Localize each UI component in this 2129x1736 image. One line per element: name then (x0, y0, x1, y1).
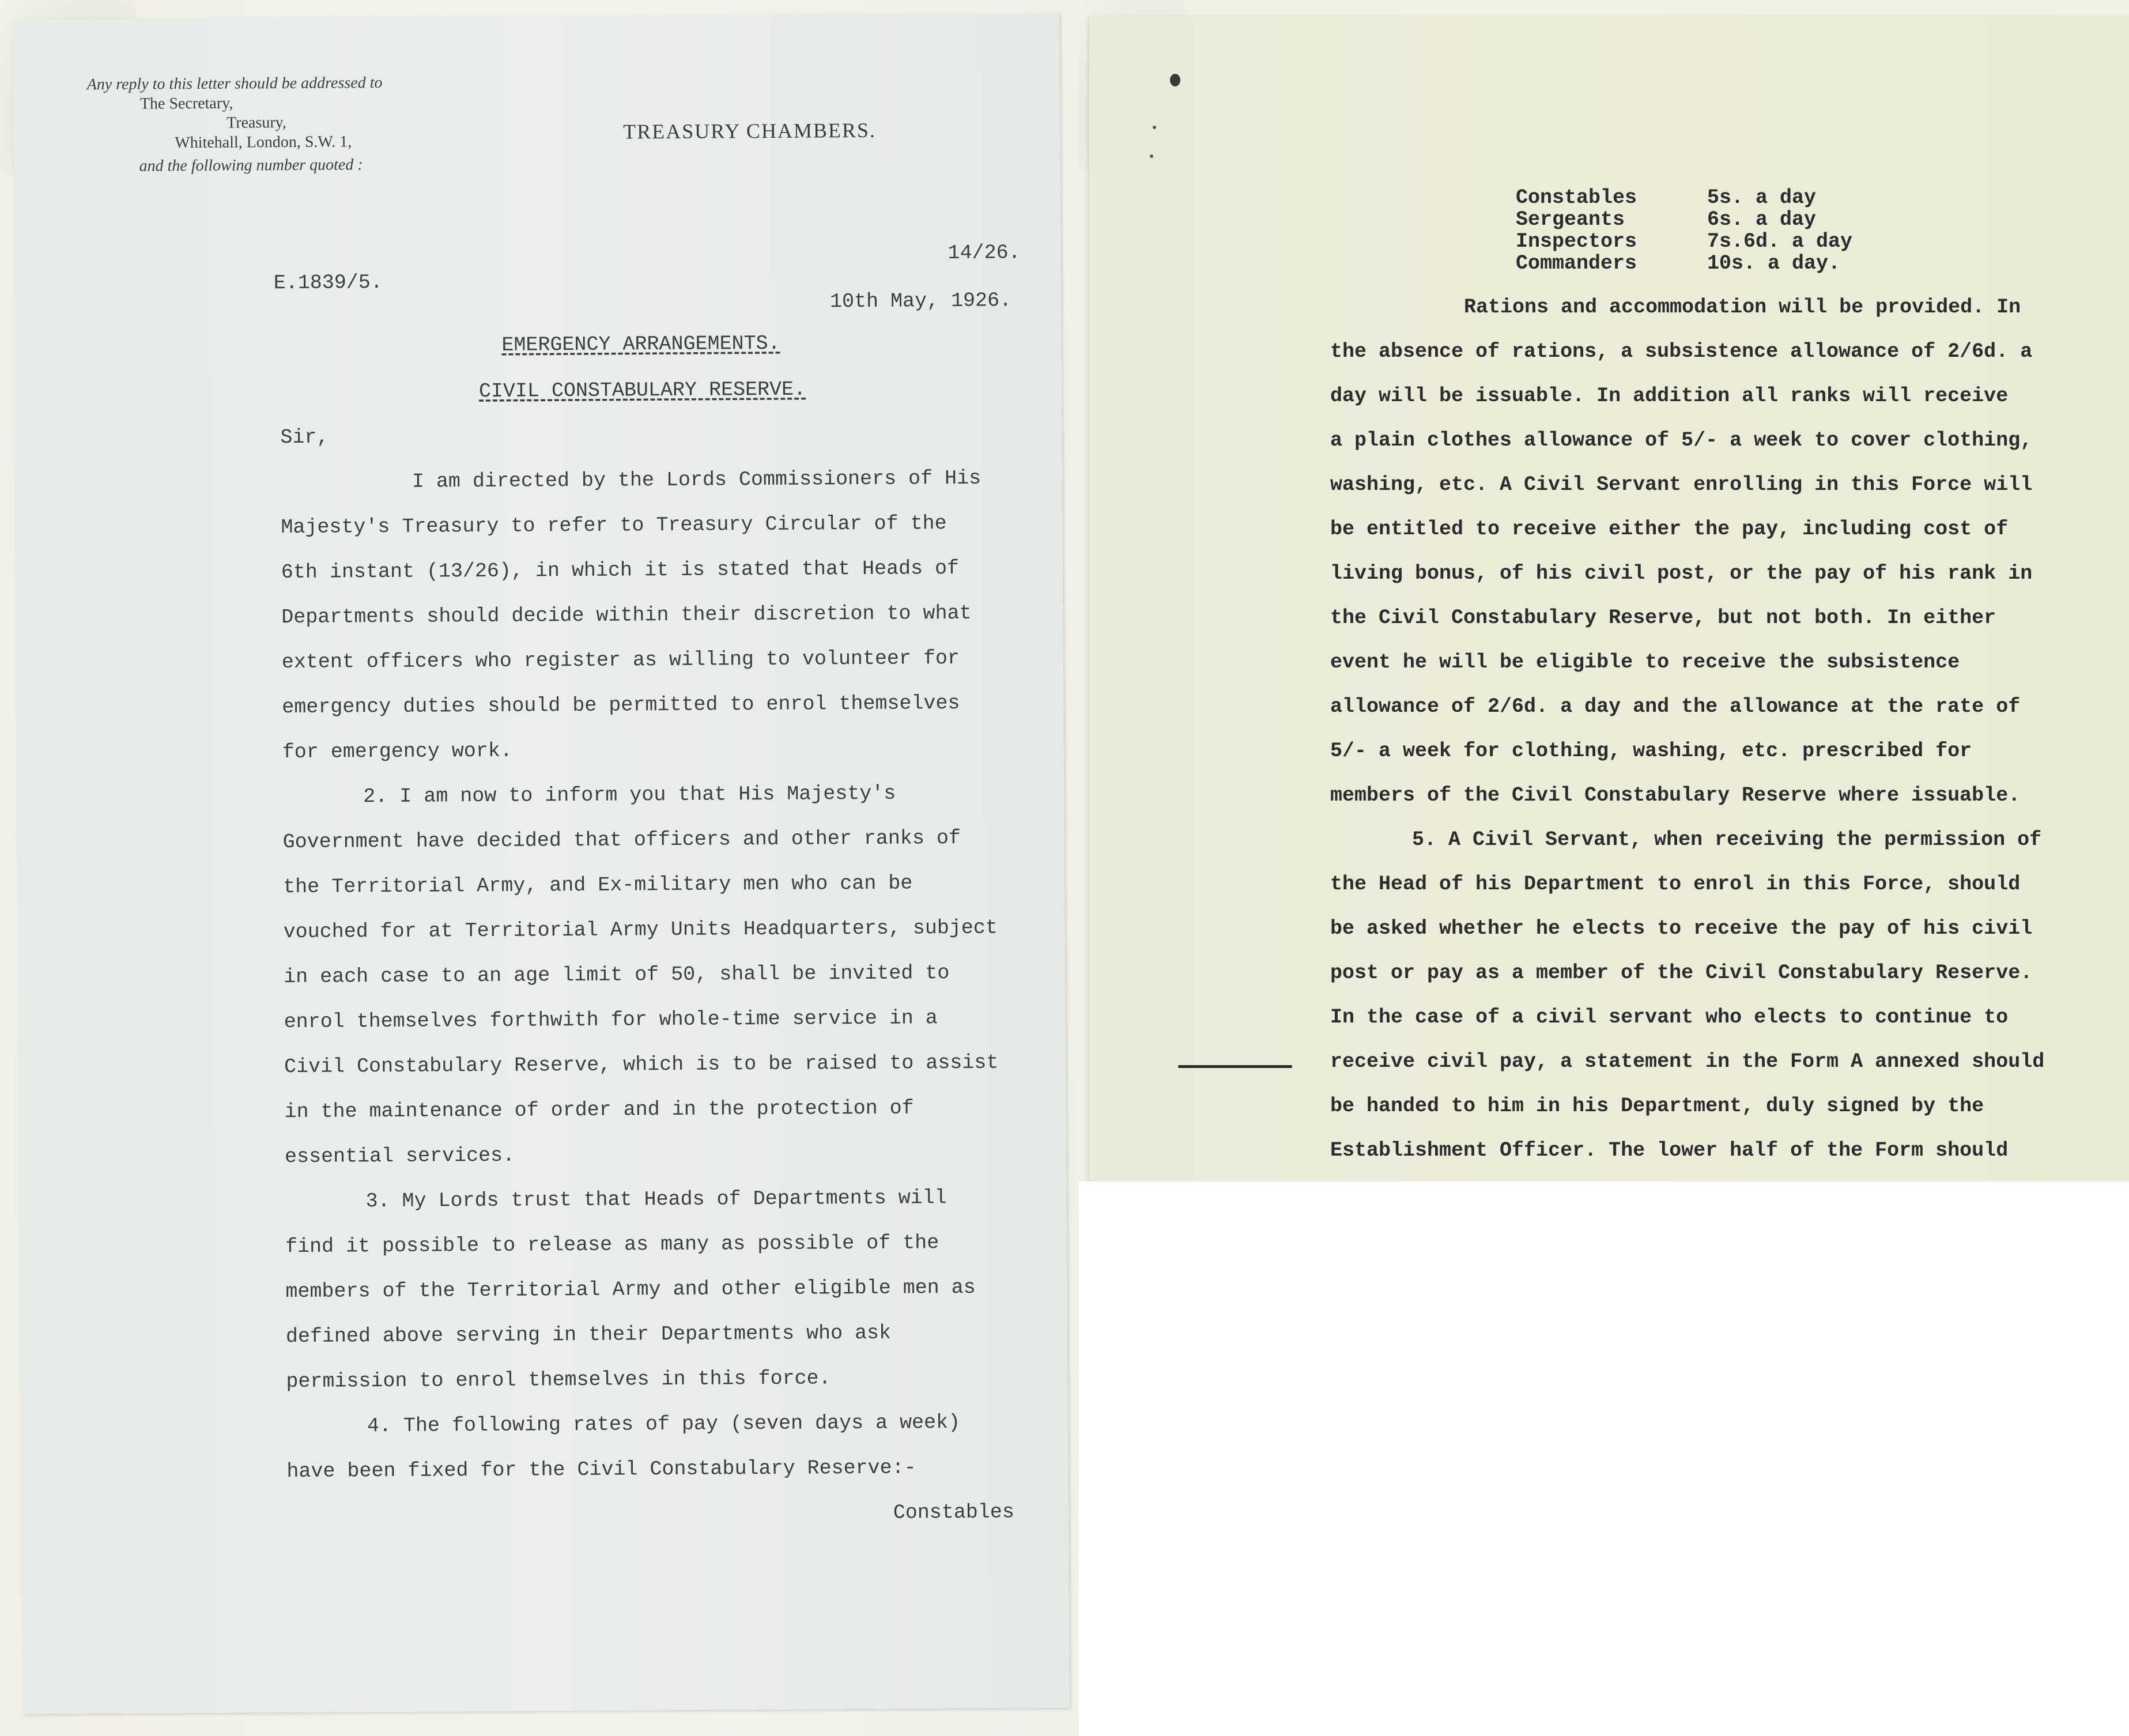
heading-civil-constabulary-reserve: CIVIL CONSTABULARY RESERVE. (478, 378, 806, 403)
pay-rate: 10s. a day. (1707, 252, 1841, 275)
catchword: Constables (893, 1500, 1015, 1524)
pay-rate: 7s.6d. a day (1707, 230, 1853, 253)
body-line: vouched for at Territorial Army Units Headquarters, subject (283, 916, 998, 944)
margin-rule (1178, 1065, 1292, 1068)
body-line: the absence of rations, a subsistence allowance of 2/6d. a (1330, 340, 2033, 363)
body-line: the Civil Constabulary Reserve, but not both. In either (1330, 606, 1996, 629)
body-line: find it possible to release as many as possible of the (285, 1231, 939, 1259)
body-line: Departments should decide within their discretion to what (281, 601, 972, 629)
body-line: have been fixed for the Civil Constabulary Reserve:- (286, 1456, 916, 1484)
letterhead-address: Whitehall, London, S.W. 1, (175, 133, 352, 152)
speck (1153, 126, 1156, 129)
body-line: day will be issuable. In addition all ranks will receive (1330, 384, 2009, 407)
reference-number: E.1839/5. (273, 271, 383, 295)
body-line: Civil Constabulary Reserve, which is to be raised to assist (284, 1051, 999, 1079)
body-line: the Head of his Department to enrol in this Force, should (1330, 873, 2021, 896)
body-line: Majesty's Treasury to refer to Treasury Circular of the (281, 512, 947, 539)
pay-rank: Commanders (1516, 252, 1637, 275)
right-page-photo (1079, 0, 2129, 1182)
punch-hole (1170, 74, 1180, 86)
body-line: in each case to an age limit of 50, shall be invited to (284, 961, 950, 989)
letterhead-number-line: and the following number quoted : (139, 156, 363, 175)
body-line: 6th instant (13/26), in which it is stated that Heads of (281, 556, 960, 584)
speck (1150, 154, 1153, 158)
pay-rank: Constables (1516, 186, 1637, 209)
body-line: I am directed by the Lords Commissioners of His (412, 466, 982, 493)
body-line: 4. The following rates of pay (seven days a week) (367, 1411, 961, 1438)
pay-rank: Inspectors (1516, 230, 1637, 253)
body-line: Establishment Officer. The lower half of the Form should (1330, 1139, 2009, 1162)
body-line: living bonus, of his civil post, or the pay of his rank in (1330, 562, 2033, 585)
body-line: a plain clothes allowance of 5/- a week to cover clothing, (1330, 429, 2033, 452)
letter-page-2 (1089, 16, 2129, 1182)
letterhead-treasury: Treasury, (227, 114, 286, 132)
body-line: the Territorial Army, and Ex-military men who can be (283, 871, 913, 899)
body-line: event he will be eligible to receive the subsistence (1330, 651, 1960, 674)
body-line: be asked whether he elects to receive the pay of his civil (1330, 917, 2033, 940)
body-line: members of the Territorial Army and other eligible men as (285, 1275, 976, 1304)
body-line: extent officers who register as willing to volunteer for (281, 646, 960, 674)
body-line: 2. I am now to inform you that His Majesty's (363, 782, 896, 809)
heading-emergency-arrangements: EMERGENCY ARRANGEMENTS. (501, 331, 780, 357)
body-line: enrol themselves forthwith for whole-time service in a (284, 1006, 938, 1034)
body-line: Government have decided that officers and other ranks of (282, 826, 961, 854)
body-line: receive civil pay, a statement in the Form A annexed should (1330, 1050, 2045, 1073)
body-line: 3. My Lords trust that Heads of Departments will (365, 1186, 947, 1213)
salutation: Sir, (280, 425, 329, 450)
treasury-chambers-heading: TREASURY CHAMBERS. (623, 118, 877, 144)
body-line: in the maintenance of order and in the protection of (284, 1096, 914, 1124)
body-line: 5/- a week for clothing, washing, etc. prescribed for (1330, 739, 1972, 763)
body-line: emergency duties should be permitted to enrol themselves (282, 691, 960, 719)
body-line: members of the Civil Constabulary Reserve where issuable. (1330, 784, 2021, 807)
body-line: 5. A Civil Servant, when receiving the permission of (1412, 828, 2042, 851)
pay-rate: 5s. a day (1707, 186, 1817, 209)
circular-number: 14/26. (948, 241, 1021, 265)
pay-rank: Sergeants (1516, 208, 1625, 231)
body-line: for emergency work. (282, 739, 512, 764)
body-line: permission to enrol themselves in this force. (286, 1367, 831, 1394)
body-line: washing, etc. A Civil Servant enrolling in this Force will (1330, 473, 2033, 496)
letterhead-secretary: The Secretary, (139, 94, 233, 113)
body-line: post or pay as a member of the Civil Constabulary Reserve. (1330, 961, 2033, 984)
letterhead-reply-line: Any reply to this letter should be addressed to (86, 74, 383, 94)
pay-rate: 6s. a day (1707, 208, 1817, 231)
letter-date: 10th May, 1926. (829, 289, 1012, 314)
letter-page-1 (13, 13, 1070, 1714)
body-line: be handed to him in his Department, duly signed by the (1330, 1095, 1984, 1118)
body-line: In the case of a civil servant who elects to continue to (1330, 1006, 2009, 1029)
body-line: defined above serving in their Departments who ask (285, 1321, 892, 1349)
body-line: Rations and accommodation will be provided. In (1464, 296, 2021, 319)
body-line: essential services. (284, 1144, 515, 1169)
body-line: be entitled to receive either the pay, including cost of (1330, 518, 2009, 541)
body-line: allowance of 2/6d. a day and the allowance at the rate of (1330, 695, 2021, 718)
